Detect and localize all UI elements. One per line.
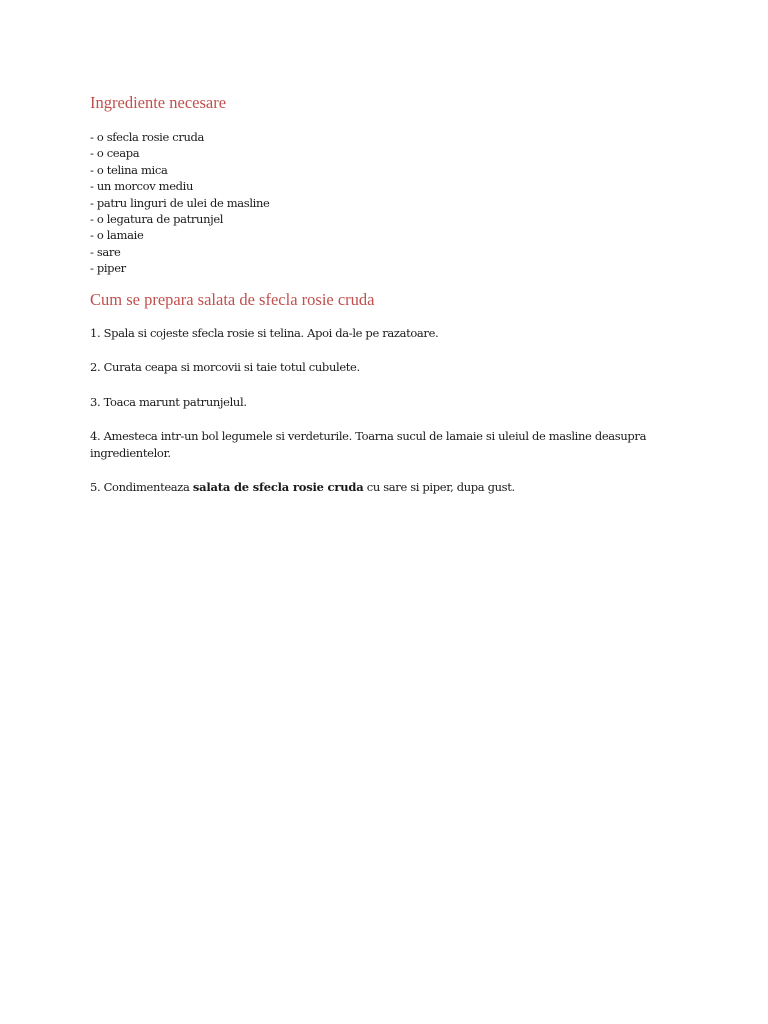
step-4: 4. Amesteca intr-un bol legumele si verdeturile. Toarna sucul de lamaie si uleiul de masline deasupra ingredientelor.: [90, 429, 647, 460]
step-5: [90, 479, 690, 496]
list-item: - o ceapa: [90, 146, 140, 161]
step-2: 2. Curata ceapa si morcovii si taie totul cubulete.: [90, 360, 360, 375]
step-5-text-before: 5. Condimenteaza: [90, 480, 193, 495]
step-5-bold-text: salata de sfecla rosie cruda: [192, 480, 364, 495]
step-1: 1. Spala si cojeste sfecla rosie si telina. Apoi da-le pe razatoare.: [90, 325, 439, 340]
ingredients-heading: Ingrediente necesare: [90, 93, 227, 112]
preparation-heading: Cum se prepara salata de sfecla rosie cruda: [90, 289, 375, 309]
list-item: - o sfecla rosie cruda: [90, 130, 205, 144]
step-5-text-after: cu sare si piper, dupa gust.: [363, 480, 515, 495]
list-item: - o legatura de patrunjel: [90, 212, 224, 227]
ingredients-list: [90, 129, 690, 277]
list-item: - un morcov mediu: [90, 179, 194, 194]
step-3: 3. Toaca marunt patrunjelul.: [90, 394, 247, 409]
recipe-document: [90, 92, 690, 514]
list-item: - piper: [90, 261, 126, 276]
list-item: - sare: [90, 244, 121, 259]
list-item: - o lamaie: [90, 228, 144, 243]
list-item: - o telina mica: [90, 162, 168, 177]
list-item: - patru linguri de ulei de masline: [90, 195, 270, 210]
